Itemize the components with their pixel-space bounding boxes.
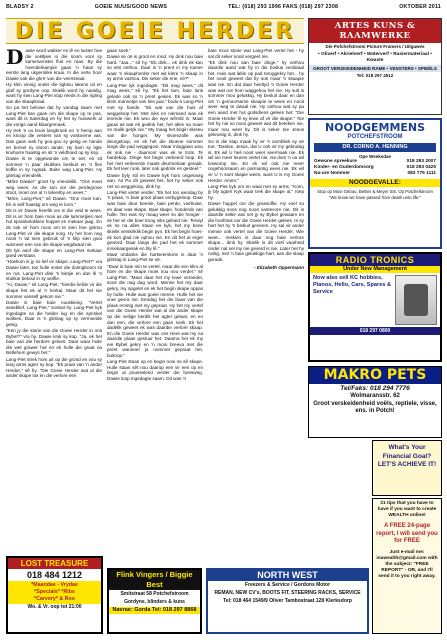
article-paragraph: Lang-Piet staan op en begin nooi na sê skape. Hulle staan sêt nou daarop een vir een op en begin al pousselend verder die boesweg. Dawie loop ingedagte saam. Dit was 'n [107, 359, 203, 381]
ad-nood-subname: POTCHEFSTROOM [347, 134, 403, 140]
ad-makro-pets [308, 366, 442, 438]
article-column-2 [107, 48, 203, 634]
ad-noodgevalle [308, 118, 442, 249]
article-paragraph: Hy klim vinnig onder die ligblou lakens uit en gluif sy gordyne oop. Skielik word hy naaslig, want hy sien Lang-Piet stop reeds in die rigting van die skaapkraal. [6, 82, 102, 104]
ad-lost-foot: Wo. & Vr. oop tot 21:00 [27, 604, 82, 610]
ad-artes-list: • Oliverf • Akrielverf • Waterverf • Rasiermateriaal • Kwaste [318, 52, 432, 63]
article-body [6, 48, 304, 634]
ad-lost-line: *Maandae - Vrydae [31, 582, 78, 588]
article-paragraph: "Ek dink nou aan baie dinge," hy onthou daardie aand wat hy in die boskai verdwaal het. Huis wat labin op pad teruggekry het... hy het nooit geweet dat hy ook maar 'n skaapie was nie. En dat daar heeltyd 'n Goeie Herder was wat oor hom waggehou het nie. Hy sult is sommer mou gelukkig. Hy besluit daar en dan om 'n gemoorsame skaapie te wees en nooit weer weg te dwaal nie. Hy onthou wat sy pa een aand met hul godsdiens gelees het: "Die Goeie Herder lê sy lewe af vir die skape." Toe het hy nie so mooi geweet wat dit beteken nie, maar nou weet hy. Dit is seker toe Jesus gekruisig is, dink hy. [208, 59, 304, 138]
article-paragraph: "Môre Dawie!" groet hy vriendelik. "Ons moet weg wees. As die son oor die perdegrooe stoot, moet ons al 'n tekiesby en wees." [6, 179, 102, 196]
ad-radio-tronics [308, 252, 442, 362]
article-paragraph: Lang-Piet kyk om en waai met sy arms. "Kom, jy bly agter! Kyk waar trek die skape al," roep hy. [208, 183, 304, 200]
page-header [6, 4, 441, 16]
article-paragraph: "Daar is baie min te vertel, maar die son klim al hoër en die skape moet nou nou verder," sê Lang-Piet. "Maar daar het my lewe verander, soos die nag dag word. Mense het my daar gekry, my opgetel en ek het begin skape oppas by hulle. Hulle was goeie mense. Hulle het nie vrae gevra nie. Eendag het die baas van die plaas ernstig met my gepraat. Hy het my vertel van die Goeie Herder wat al die ander skape op die veilige berdik het agter gelaat, en en dan een, die verlore een gaan soek. Ek het dadelik geweet ek was daardie verlore skaap. En die Goeie Herder was ons Here wat my na daardie plaas gestuur het. Daarna het ek my eie Bybel gekry en 'n mooi breeva met die prent wanneer ja nommet gepraat het, buitoop." [107, 263, 203, 359]
ad-wealth-report [372, 498, 442, 634]
article-title: DIE GOEIE HERDER [14, 18, 296, 44]
article-paragraph: Dit lyk asof die skape en Lang-Piet mekaar goed verstaan. [6, 247, 102, 259]
article-paragraph: Dawie is te opgewonde om te eet, en sit sommer 'n paar skubbes beskuit en 'n fles koffie in sy rugsak. Buite wag Lang-Piet. Hy glimlag vriendelik. [6, 156, 102, 179]
ad-nood-note: Stop op Mooi Gebou, Bettier & Meyer Sts. Op Potchefstroom [317, 189, 433, 195]
ad-north-west [206, 568, 369, 634]
ad-nood-bar: NOODGEVALLE: [310, 179, 440, 187]
ad-wealth-cta: Just e-mail me: inawealth@gmail.com with the subject: "FREE REPORT" - OR, and I'll send it to you right away. [376, 549, 438, 579]
ad-artes-name: ARTES KUNS & RAAMWERKE [309, 19, 441, 43]
article-paragraph: So in die stap maak hy vir 'n oombliek sy oë toe. "Dankie, Jesus, dat U ook vir my gekruisig is. Ek wil U heil nooit weer seermaak nie. Ek wil nie meer leuens vertel nie, nie dors 'n ou wil losworop nie. En ek wil ook nie meer ongehoorsaam en parmantig wees nie. Ek wil vir U 'n soet skapie wees, want U is my Goeie Herder. Amen." [208, 138, 304, 183]
ad-nood-row-label: Na-ure Nommer [314, 171, 350, 177]
ad-wealth-intro: 21 tips that you have to have if you want to create WEALTH online! [377, 501, 437, 518]
issue-date: OKTOBER 2011 [399, 4, 441, 10]
ad-lost-name: LOST TREASURE [8, 558, 101, 569]
ad-radio-name: RADIO TRONICS [310, 254, 440, 266]
article-paragraph: Hy trek 'n ou bruin langbroek en 'n hemp aan en knoop die vesters van sy voskoeme vas. Dan gaan wek hy gou-gou sy gesig en hande en borsel sy stoom tande. Hy kam sy ligte kruiharre haastig en sit 'n veldhoed op sy kop. [6, 127, 102, 156]
ad-radio-slogan: Under New Management [310, 266, 440, 273]
article-column-1 [6, 48, 102, 634]
ad-artes-band: GROOT VERSKEIDENHEID RAME • VENSTERS • SPIEËLS [309, 65, 441, 72]
ad-lost-treasure [6, 556, 103, 634]
article-paragraph: "Hoekom is jy so lief vir skape, Lang-Piet?" vra Dawie later, toe hulle onder die doringboom sit en rus. Lang-Piet dink 'n bietjie en dan lê 'n stukkie bekoul in sy wolfie. [6, 259, 102, 282]
ad-nood-name: NOODGEMMENS [324, 121, 426, 134]
article-paragraph: Maar ondanks die hartseerstorie is daar 'n glimlag in Lang-Piet se oë. [107, 251, 203, 263]
ad-wealth-big: A FREE 24-page report, I will send you for FREE [376, 523, 438, 544]
ad-flink-vingers [107, 568, 202, 634]
page-number: BLADSY 2 [6, 4, 34, 10]
ad-artes-tagline: Die Pofchefstroom Picture Framers / Uitgawes [325, 44, 425, 49]
ad-lost-lines [8, 581, 101, 604]
ad-north-contact: Tel: 018 464 1549/9 Oliver Tambostraat 128 Klerksdorp [223, 598, 352, 605]
article-paragraph: awie word wakker en lê en luister hoe die voëltjies in die soom voor sy kamervenster fluit en raas. By die hoenderkampie gaan 'n haan sy eerste lang ukgerokke kraai. In die verte hoor Dawie ook die ghrrr van die veemteaal. [6, 48, 102, 81]
article-paragraph: Dawie byly stil en Dawie kyk hom ongelowig aan. As Pa dit geweet het, het hy seker ook net so weggeloop, dink hy. [107, 172, 203, 189]
ad-nood-row [314, 171, 436, 177]
contact-line: TEL: (018) 293 1996 FAKS (018) 297 2308 [228, 4, 339, 10]
article-column-3 [208, 48, 304, 634]
article-title-banner [6, 18, 304, 44]
article-paragraph: Dawie is baie baie nuuskierig. "Vertel asseblief, Lang-Piet," soebat hy. Lang-Piet kyk ingedagte na die helder lug en die sprinkel wolkies. Daar is 'n glimlag op sy vermoeide gesig. [6, 299, 102, 327]
ad-nood-hours: Ope Weeksdae [359, 153, 391, 159]
article-paragraph: Dit is vir Dawie heerlik om in die veld te wees. Dit is vir hom baie mooi as die lammetjies met hul sprankelokkies huppel en mekaar jaag. En ds ook vir hom mooi om te sien hoe getrou Lang-Piet vir die skape sorg. Hy het hom nog nooit 'n lat sien gebruik of 'n klip sien gooi wanneer een van die skape wegdwaal nie. [6, 208, 102, 247]
ad-makro-address: Wolmaransstr. 62 [350, 393, 400, 399]
ad-radio-text: Now also sell KC hobbies, Pianos, Hello, Cars, Spares & Service [313, 275, 392, 295]
ad-nood-row-number: 083 775 1111 [407, 171, 436, 177]
ad-radio-body [310, 273, 440, 327]
article-paragraph: Lang-Piet vertel verder. "Ek het too wendag by 'n plaas, 'n baie groot plaas verbygeloop. Daar was baie deur beeste, baie perde, voëlruise, en daar was skape. Baie skape, honderde van hulle. Ton was my maag weer so die honger - ek het vir die boer knog niks gebied nie. Terwyl ek so na alles staan en kyk, het my bene skielik verskriklik begin pyn. Ek het begin hoes- ek kon glad nie ophou nie. En dit het al erger geword. Daar langs die pad het ek sommer inmekaargesak en bly lê." [107, 189, 203, 251]
ad-makro-name: MAKRO PETS [309, 367, 441, 384]
ad-flink-address: Smitstraat 58 Potchefstroom [120, 591, 189, 597]
ad-artes-contact: Tel: 018 297 4512 [356, 73, 394, 79]
ad-radio-product-image [395, 275, 437, 325]
ad-flink-name: Flink Vingers / Biggie Best [109, 570, 200, 590]
article-paragraph: baie mooi storie wat Lang-Piet vertel het - hy sal dit seker nooit vergeet nie. [208, 48, 304, 59]
article-paragraph: Dawie huppel oor die grassolfie. Hy voel so gelukkig soos nog nooit vantevore nie. Dit is daardie seltie wat net jy sy Bybel gewaam en die hoofstuk oor die Goeie Herder gelees. In sy hart het hy 'n besluit geneem. Hy sal vir ander mense ook vertel van die Goeie Herder. Wie weet... miskien is daar nog baie verlore skape... dink hy. Skielik is dit voël vaarheid onder nat sel my nie geverd is nie. Later het hy ruslig, met 'n baie gelukkige hart, aan die slaap geraak. [208, 201, 304, 262]
article-paragraph: So pa het belowe dat hy vandag saam met Lang-Piet kan gaan om die skape op te pas, want dit is Saterdag en hy het sy huiswerk al die vorige aand klaargemaak. [6, 104, 102, 127]
ad-fin-text: What's Your Financial Goal? LET'S ACHIEVE IT! [377, 444, 437, 468]
article-byline: - Elizabeth Oppermann [253, 264, 304, 270]
ad-north-sub: Freezers & Service / Gordons Motor [244, 582, 331, 588]
ad-financial-goal [372, 440, 442, 496]
ad-lost-line: *Specials* *Ribs [34, 589, 75, 595]
ad-nood-verse: "We know we have passed from death unto life." [328, 194, 422, 200]
article-paragraph: Lang-Piet strek hom uit op die grond en vou sy lang arms agter sy kop. "Ek praat van 'n ander Herder," sê hy. "Die Goeie Herder wat al die ander skape los en die verlore een [6, 356, 102, 379]
ad-nood-row-label: Gewone spreekure [314, 158, 357, 164]
article-paragraph: "Ken jy die storie van die Goeie Herder in ons Bybel?" vra hy. Dawie knik sy kop. "Ja, ek het baie van die herders geloes. Daar waar hulle die wet grawer het en ek hulle die graat na Betlehem gewys het." [6, 328, 102, 356]
article-paragraph: "Ai, Dawie," sê Lang-Piet, "hierdie liefde vir die skape het ek al 'n herkai. Maar dit het nie sommer vanself gekom nie." [6, 282, 102, 299]
ad-makro-tel: Tel/Faks: 018 294 7776 [340, 385, 410, 392]
ad-lost-tel: 018 484 1212 [26, 570, 83, 580]
ad-nood-row-number: 018 293 0425 [406, 165, 436, 170]
ad-nood-row-label: Kinder- en Ouderdomsorg [314, 165, 374, 170]
ad-nood-doctor: DR. CORNO A. HENNING [314, 143, 436, 152]
ad-nood-rows [310, 159, 440, 178]
publication-name: GOEIE NUUS/GOOD NEWS [94, 4, 168, 10]
article-paragraph: Dawie se oë is groot en rond. Hy dink nou baie hard. "Jaa..." sê hy. "Ek dink... ek dink ek kan so iets onthou. Daar is 'n prent in my kamer waar 'n skaapherder met wit klere 'n skaap in sy arms vashou. Dis seker die ene, né?" [107, 54, 203, 82]
ad-makro-body: Groot verskeidenheid voëls, reptiele, visse, ens. in Potch! [313, 400, 437, 414]
ad-artes-kuns [308, 18, 442, 115]
ad-radio-footer: 018 297 0800 [310, 327, 440, 335]
article-paragraph: "Môre, Lang-Piet," sê Dawie. "Ons moet kan. Ek is self haastig om weg te kom." [6, 196, 102, 208]
article-paragraph: Lang-Piet lyk ingedagte. "Dit mag wees," dit mag wees," sê hy. "Ek het tam, baie lank gelede ook so 'n prent gesien. Ek was so 'n klein mannetjie van tien jaar," bodu-s Lang-Piet met sy hande. "Ek wat van die huis af weggeloop het. Met niks en niemand was ek tevrede nie. Ek wou die wye wêreld in. Maar gauw as wat ek gedink het, het alles na maer on malik gelyk nie." My maag het begin skreeu van die honger. My skoenzolle was deurgeloop, en ek het die skoene sommer langs die pad weggegooi. Maar inloggaan wou ek ook nie - daarvoor was ek te trots. Te hardekop. Dinge het begin verkeerd loop. Ek het met verkeerde maats deurmekaar geraak. Ek het leer rook, later ook gedrink en gesteel." [107, 82, 203, 172]
article-paragraph: gaan soek." [107, 48, 132, 53]
ad-lost-line: *Carvery* & Roo [34, 596, 75, 602]
ad-north-name: NORTH WEST [208, 570, 367, 581]
ad-flink-contact: Navrae: Gorda Tel: 018 297 8868 [109, 607, 200, 614]
ad-flink-body: Gordyne, blinders & kuns [124, 599, 185, 606]
ad-nood-row-number: 018 293 2007 [406, 158, 436, 164]
drop-cap: D [6, 48, 24, 69]
ad-north-body: REMAN, NEW CV's, BOOTS FIT, STEERING RACKS, SERVICE [214, 590, 361, 597]
